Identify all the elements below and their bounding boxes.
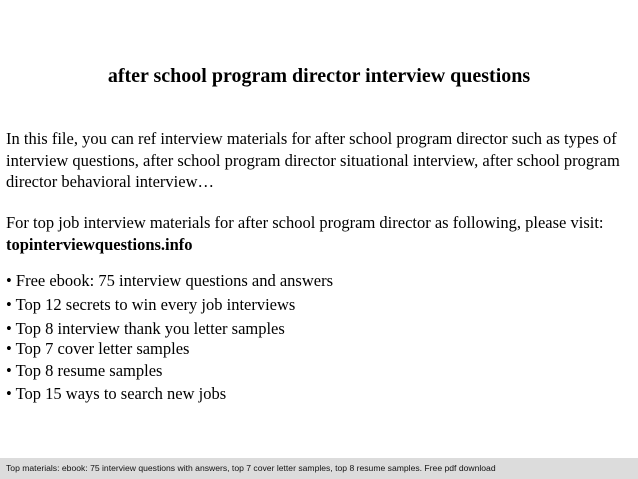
footer-text: Top materials: ebook: 75 interview questions with answers, top 7 cover letter samples, top 8 resume samples. Free pdf download xyxy=(6,463,496,473)
site-link[interactable]: topinterviewquestions.info xyxy=(6,234,193,254)
list-item-secrets: • Top 12 secrets to win every job interviews xyxy=(6,295,296,314)
intro-paragraph: In this file, you can ref interview materials for after school program director such as types of interview questions, after school program director situational interview, after school program director behavioral interview… xyxy=(6,129,620,191)
footer-bar xyxy=(0,458,638,479)
list-item-thank-you-letters: • Top 8 interview thank you letter samples xyxy=(6,319,285,338)
list-item-free-ebook: • Free ebook: 75 interview questions and answers xyxy=(6,271,333,290)
list-item-resume-samples: • Top 8 resume samples xyxy=(6,361,163,380)
top-jobs-paragraph xyxy=(6,212,632,255)
list-item-cover-letters: • Top 7 cover letter samples xyxy=(6,339,190,358)
top-jobs-text: For top job interview materials for after school program director as following, please visit: xyxy=(6,213,604,232)
page-title: after school program director interview questions xyxy=(107,65,531,87)
list-item-search-jobs: • Top 15 ways to search new jobs xyxy=(6,384,227,403)
